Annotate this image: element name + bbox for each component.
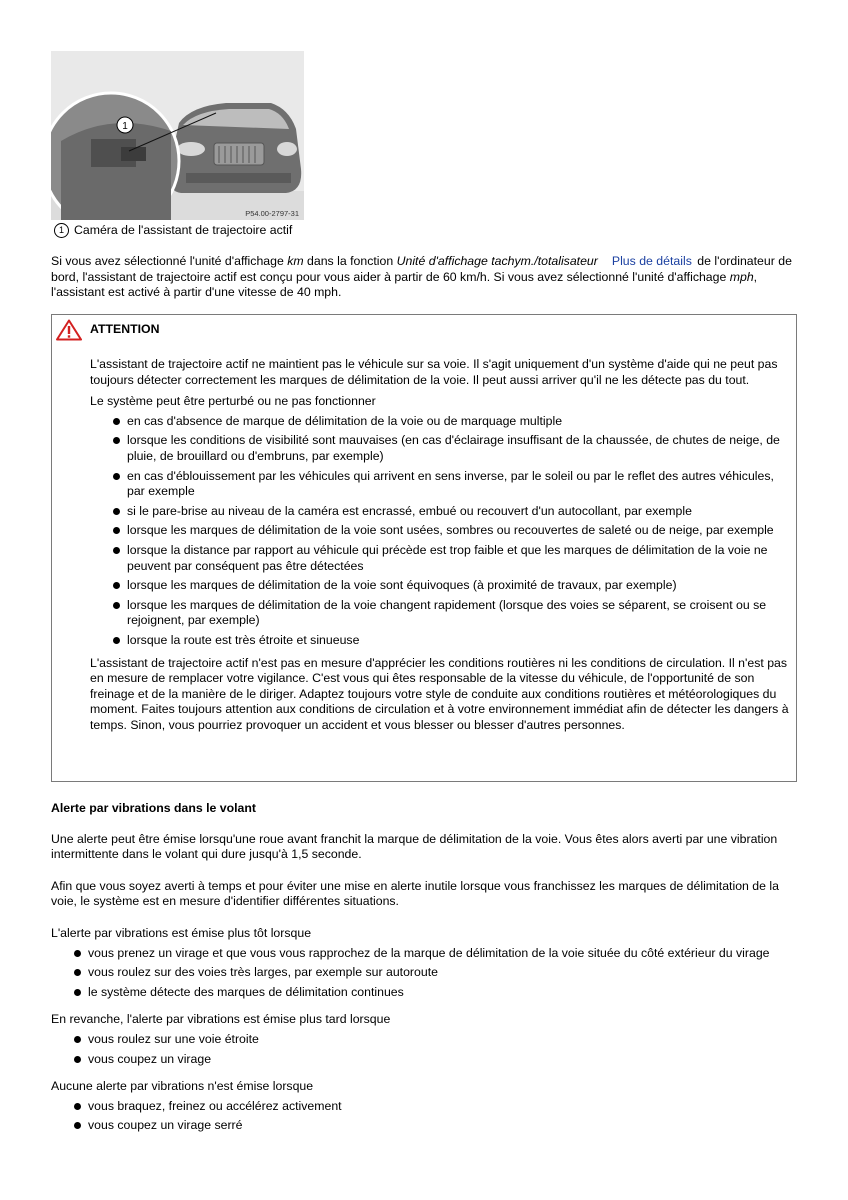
bullet-icon (74, 1103, 81, 1110)
vibration-alert-section (51, 801, 799, 1146)
late-alert-list (51, 1032, 799, 1067)
early-alert-list (51, 946, 799, 1001)
list-item (51, 965, 799, 981)
list-item-text: en cas d'éblouissement par les véhicules qui arrivent en sens inverse, par le soleil ou par le reflet des autres véhicules, par exemple (127, 468, 774, 499)
section-paragraph: Afin que vous soyez averti à temps et pour éviter une mise en alerte inutile lorsque vous franchissez les marques de délimitation de la voie, le système est en mesure d'identifier différentes situations. (51, 878, 779, 909)
bullet-icon (113, 508, 120, 515)
intro-paragraph (51, 254, 799, 301)
list-item-text: vous coupez un virage serré (88, 1118, 243, 1133)
figure-code: P54.00-2797-31 (245, 209, 299, 218)
list-item-text: si le pare-brise au niveau de la caméra est encrassé, embué ou recouvert d'un autocollant, par exemple (127, 503, 692, 518)
list-item (90, 578, 790, 594)
bullet-icon (113, 437, 120, 444)
list-item-text: vous braquez, freinez ou accélérez activement (88, 1098, 342, 1113)
intro-text: , l'assistant est activé à partir d'une vitesse de 40 mph. (51, 269, 758, 300)
list-item-text: lorsque les marques de délimitation de la voie sont équivoques (à proximité de travaux, par exemple) (127, 578, 677, 593)
list-item-text: lorsque les marques de délimitation de la voie changent rapidement (lorsque des voies se séparent, se croisent ou se rejoignent, par exemple) (127, 597, 767, 628)
list-item-text: le système détecte des marques de délimitation continues (88, 984, 404, 999)
section-heading: Alerte par vibrations dans le volant (51, 801, 257, 815)
unit-mph: mph (729, 269, 754, 284)
list-item (51, 1032, 799, 1048)
warning-paragraph: L'assistant de trajectoire actif ne maintient pas le véhicule sur sa voie. Il s'agit uniquement d'un système d'aide qui ne peut pas toujours détecter correctement les marques de délimitation de la voie. Il peut aussi arriver qu'il ne les détecte pas du tout. (90, 357, 778, 387)
list-item-text: vous prenez un virage et que vous vous rapprochez de la marque de délimitation de la voie située du côté extérieur du virage (88, 945, 770, 960)
bullet-icon (74, 950, 81, 957)
list-item-text: vous roulez sur des voies très larges, par exemple sur autoroute (88, 965, 438, 980)
warning-box (51, 314, 797, 782)
list-item (90, 633, 790, 649)
bullet-icon (74, 969, 81, 976)
bullet-icon (74, 1056, 81, 1063)
bullet-icon (113, 473, 120, 480)
car-illustration (51, 51, 304, 220)
list-item (90, 469, 790, 500)
list-item (90, 414, 790, 430)
caption-text: Caméra de l'assistant de trajectoire actif (74, 223, 293, 237)
list-item (51, 1099, 799, 1115)
figure-camera-image (51, 51, 304, 220)
more-details-link[interactable]: Plus de détails (611, 254, 692, 268)
intro-text: de l'ordinateur de bord, l'assistant de trajectoire actif est conçu pour vous aider à partir de 60 km/h. Si vous avez sélectionné l'unité d'affichage (51, 254, 792, 284)
list-item (51, 946, 799, 962)
bullet-icon (113, 582, 120, 589)
caption-number-badge: 1 (54, 223, 69, 238)
bullet-icon (74, 1122, 81, 1129)
bullet-icon (74, 989, 81, 996)
list-item-text: lorsque la route est très étroite et sinueuse (127, 632, 360, 647)
list-item (90, 598, 790, 629)
list-item-text: lorsque les conditions de visibilité sont mauvaises (en cas d'éclairage insuffisant de la chaussée, de chutes de neige, de pluie, de brouillard ou d'embruns, par exemple) (127, 433, 780, 463)
warning-paragraph: L'assistant de trajectoire actif n'est pas en mesure d'apprécier les conditions routières ni les conditions de circulation. Il n'est pas en mesure de remplacer votre vigilance. C'est vous qui êtes responsable de la vitesse du véhicule, de l'opportunité de son freinage et de la manière de le diriger. Adaptez toujours votre style de conduite aux conditions routières et météorologiques du moment. Faites toujours attention aux conditions de circulation et à votre environnement immédiat afin de détecter les dangers à temps. Sinon, vous pourriez provoquer un accident et vous blesser ou blesser d'autres personnes. (90, 655, 789, 732)
warning-header (56, 319, 159, 341)
warning-body (90, 357, 790, 739)
intro-text: Si vous avez sélectionné l'unité d'affichage (51, 254, 288, 268)
list-lead: En revanche, l'alerte par vibrations est émise plus tard lorsque (51, 1012, 391, 1027)
list-item-text: lorsque les marques de délimitation de la voie sont usées, sombres ou recouvertes de saleté ou de neige, par exemple (127, 523, 774, 538)
warning-triangle-icon (56, 319, 82, 341)
list-item (51, 985, 799, 1001)
function-name: Unité d'affichage tachym./totalisateur (396, 254, 598, 268)
bullet-icon (113, 547, 120, 554)
list-lead: Aucune alerte par vibrations n'est émise lorsque (51, 1079, 314, 1094)
list-item (90, 504, 790, 520)
bullet-icon (113, 637, 120, 644)
list-item-text: vous roulez sur une voie étroite (88, 1031, 259, 1046)
unit-km: km (287, 254, 304, 268)
list-item (51, 1052, 799, 1068)
bullet-icon (113, 527, 120, 534)
list-lead: L'alerte par vibrations est émise plus tôt lorsque (51, 925, 312, 940)
intro-text: dans la fonction (303, 254, 397, 268)
list-item (51, 1118, 799, 1134)
list-item-text: en cas d'absence de marque de délimitation de la voie ou de marquage multiple (127, 413, 563, 428)
bullet-icon (74, 1036, 81, 1043)
no-alert-list (51, 1099, 799, 1134)
bullet-icon (113, 602, 120, 609)
callout-number: 1 (122, 121, 128, 132)
figure-caption (51, 223, 292, 239)
list-item (90, 543, 790, 574)
list-item (90, 523, 790, 539)
bullet-icon (113, 418, 120, 425)
section-paragraph: Une alerte peut être émise lorsqu'une roue avant franchit la marque de délimitation de la voie. Vous êtes alors averti par une vibration intermittente dans le volant qui dure jusqu'à 1,5 seconde. (51, 831, 778, 862)
warning-list (90, 414, 790, 649)
list-item-text: vous coupez un virage (88, 1051, 212, 1066)
list-item (90, 433, 790, 464)
warning-paragraph: Le système peut être perturbé ou ne pas fonctionner (90, 394, 376, 409)
list-item-text: lorsque la distance par rapport au véhicule qui précède est trop faible et que les marques de délimitation de la voie ne peuvent par conséquent pas être détectées (127, 542, 768, 573)
warning-title: ATTENTION (90, 322, 160, 337)
